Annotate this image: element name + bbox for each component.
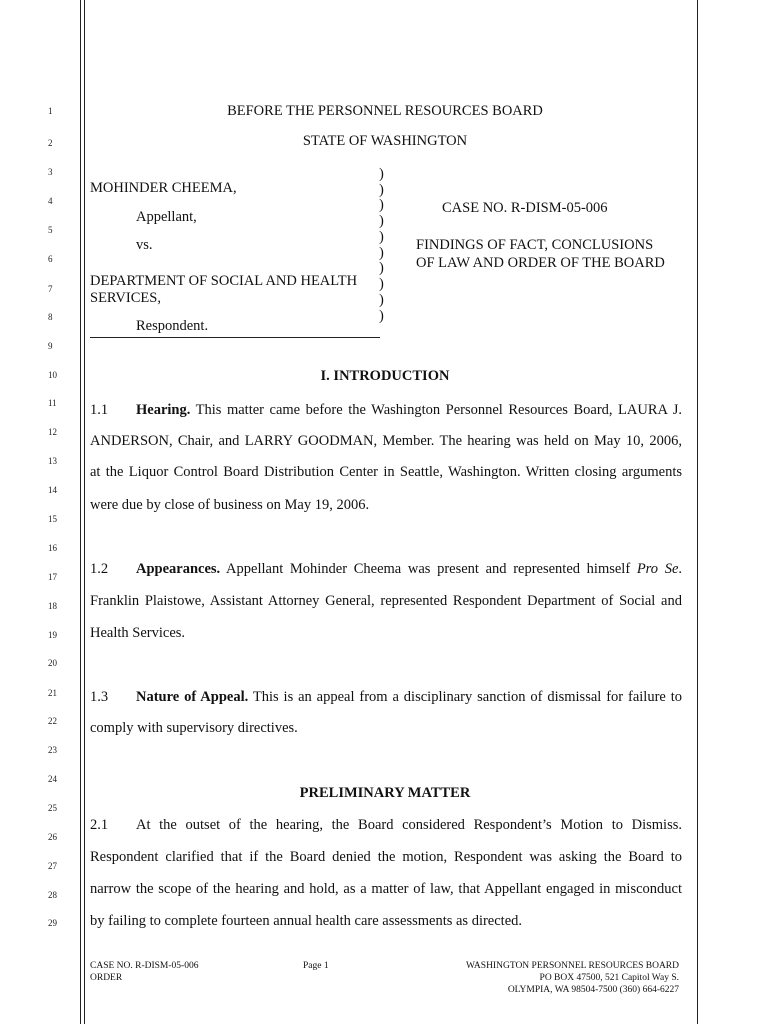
paragraph-line [90, 561, 682, 578]
paragraph-label: Hearing. [136, 402, 191, 418]
paragraph-line: by failing to complete fourteen annual health care assessments as directed. [90, 913, 523, 929]
paragraph-line: narrow the scope of the hearing and hold, as a matter of law, that Appellant engaged in misconduct [90, 881, 682, 897]
caption-paren: ) [379, 292, 384, 308]
line-number: 11 [48, 398, 57, 408]
left-margin-rule-outer [80, 0, 81, 1024]
line-number: 18 [48, 601, 57, 611]
line-number: 23 [48, 745, 57, 755]
paragraph-text: This matter came before the Washington Personnel Resources Board, LAURA J. [195, 402, 682, 418]
appellant-name: MOHINDER CHEEMA, [90, 180, 237, 196]
line-number: 8 [48, 312, 53, 322]
paragraph-line [90, 402, 682, 419]
line-number: 9 [48, 341, 53, 351]
footer-page-number: Page 1 [303, 961, 329, 971]
caption-paren: ) [379, 166, 384, 182]
paragraph-punctuation: . [678, 561, 683, 577]
caption-paren: ) [379, 197, 384, 213]
line-number: 22 [48, 716, 57, 726]
line-number: 19 [48, 630, 57, 640]
paragraph-line: at the Liquor Control Board Distribution Center in Seattle, Washington. Written closing arguments [90, 464, 682, 480]
preliminary-matter-heading: PRELIMINARY MATTER [299, 785, 471, 801]
paragraph-line: were due by close of business on May 19, 2006. [90, 497, 370, 513]
state-heading: STATE OF WASHINGTON [302, 133, 468, 149]
footer-address-line2: OLYMPIA, WA 98504-7500 (360) 664-6227 [507, 985, 679, 995]
line-number: 5 [48, 225, 53, 235]
line-number: 1 [48, 106, 53, 116]
versus-label: vs. [136, 237, 153, 253]
caption-paren: ) [379, 213, 384, 229]
paragraph-text: This is an appeal from a disciplinary sanction of dismissal for failure to [252, 689, 683, 705]
line-number: 15 [48, 514, 57, 524]
line-number: 7 [48, 284, 53, 294]
line-number: 17 [48, 572, 57, 582]
line-number: 21 [48, 688, 57, 698]
right-margin-rule [697, 0, 698, 1024]
paragraph-line: Health Services. [90, 625, 186, 641]
line-number: 6 [48, 254, 53, 264]
line-number: 27 [48, 861, 57, 871]
paragraph-number: 1.2 [90, 561, 109, 577]
caption-paren: ) [379, 308, 384, 324]
line-number: 26 [48, 832, 57, 842]
paragraph-number: 1.3 [90, 689, 109, 705]
footer-organization: WASHINGTON PERSONNEL RESOURCES BOARD [466, 961, 679, 971]
caption-paren: ) [379, 276, 384, 292]
respondent-name-line2: SERVICES, [90, 290, 161, 306]
line-number: 4 [48, 196, 53, 206]
paragraph-text: At the outset of the hearing, the Board considered Respondent’s Motion to Dismiss. [136, 817, 682, 833]
line-number: 20 [48, 658, 57, 668]
case-number: CASE NO. R-DISM-05-006 [442, 200, 608, 216]
board-heading: BEFORE THE PERSONNEL RESOURCES BOARD [227, 103, 543, 119]
line-number: 12 [48, 427, 57, 437]
line-number: 3 [48, 167, 53, 177]
footer-address-line1: PO BOX 47500, 521 Capitol Way S. [539, 973, 679, 983]
line-number: 14 [48, 485, 57, 495]
line-number: 16 [48, 543, 57, 553]
left-margin-rule-inner [84, 0, 85, 1024]
document-title-line2: OF LAW AND ORDER OF THE BOARD [416, 255, 665, 271]
paragraph-line [90, 817, 682, 834]
paragraph-number: 2.1 [90, 817, 109, 833]
caption-underline [90, 337, 380, 338]
caption-paren: ) [379, 182, 384, 198]
caption-paren: ) [379, 245, 384, 261]
line-number: 2 [48, 138, 53, 148]
respondent-name-line1: DEPARTMENT OF SOCIAL AND HEALTH [90, 273, 358, 289]
paragraph-line: Respondent clarified that if the Board denied the motion, Respondent was asking the Board to [90, 849, 682, 865]
paragraph-line: comply with supervisory directives. [90, 720, 298, 736]
paragraph-text: Appellant Mohinder Cheema was present and represented himself [226, 561, 631, 577]
line-number: 24 [48, 774, 57, 784]
line-number: 29 [48, 918, 57, 928]
caption-paren: ) [379, 260, 384, 276]
introduction-heading: I. INTRODUCTION [320, 368, 450, 384]
line-number: 25 [48, 803, 57, 813]
paragraph-label: Appearances. [136, 561, 221, 577]
paragraph-line: Franklin Plaistowe, Assistant Attorney General, represented Respondent Department of Social and [90, 593, 682, 609]
paragraph-line [90, 689, 682, 706]
footer-document-type: ORDER [90, 973, 123, 983]
respondent-role: Respondent. [136, 318, 209, 334]
line-number: 28 [48, 890, 57, 900]
line-number: 13 [48, 456, 57, 466]
paragraph-line: ANDERSON, Chair, and LARRY GOODMAN, Member. The hearing was held on May 10, 2006, [90, 433, 682, 449]
document-title-line1: FINDINGS OF FACT, CONCLUSIONS [416, 237, 654, 253]
footer-case-number: CASE NO. R-DISM-05-006 [90, 961, 199, 971]
paragraph-label: Nature of Appeal. [136, 689, 249, 705]
caption-paren: ) [379, 229, 384, 245]
paragraph-italic-text: Pro Se [636, 561, 679, 577]
line-number: 10 [48, 370, 57, 380]
appellant-role: Appellant, [136, 209, 197, 225]
paragraph-number: 1.1 [90, 402, 109, 418]
